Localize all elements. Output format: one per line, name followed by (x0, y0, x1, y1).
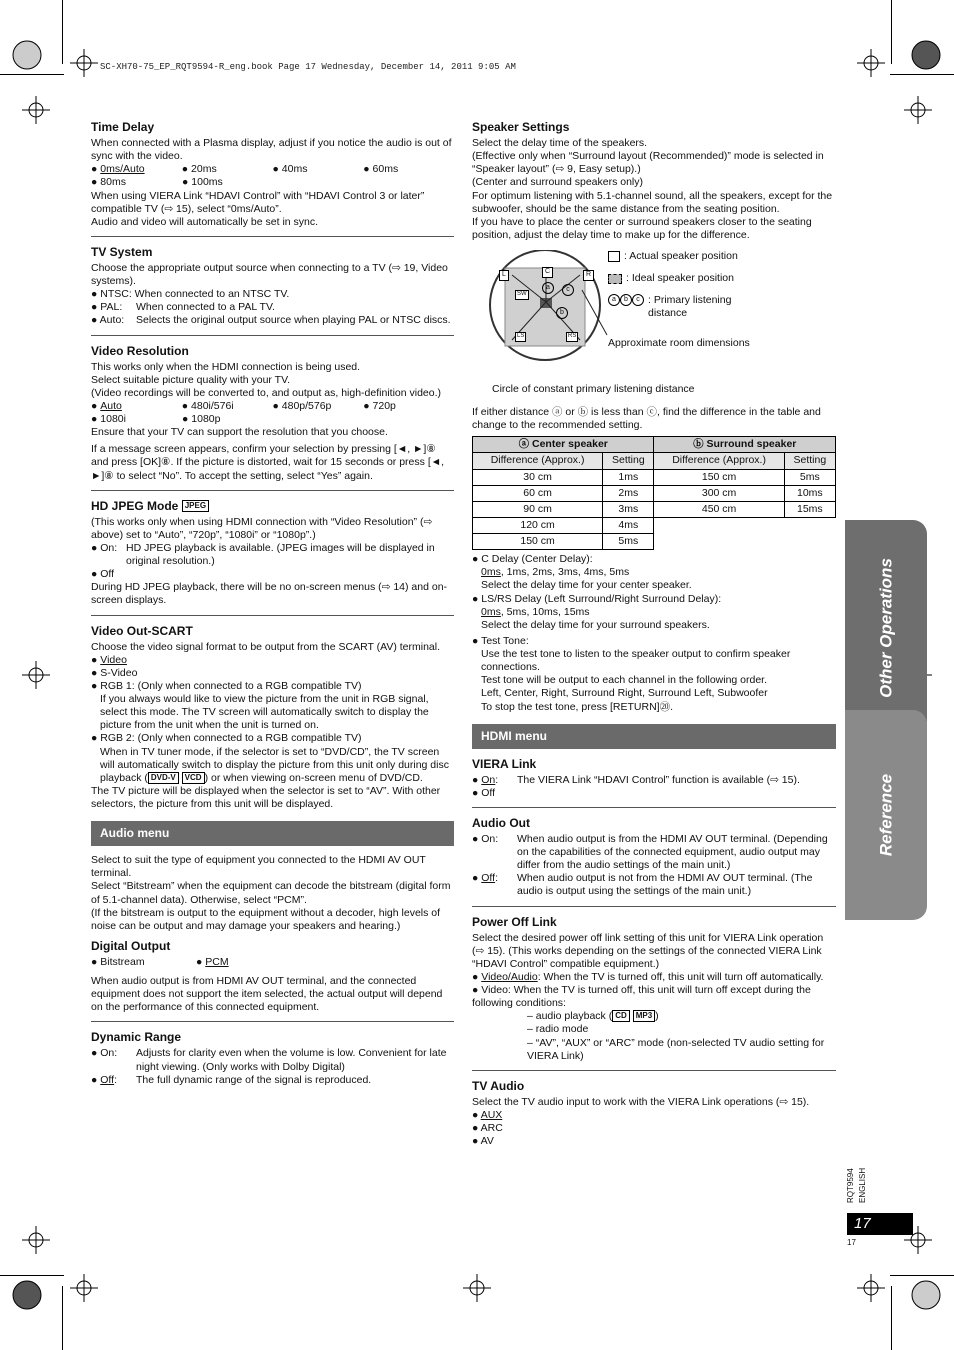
text: When connected with a Plasma display, adjust if you notice the audio is out of sync with the video. (91, 137, 452, 163)
marker-c: c (632, 294, 644, 306)
scart-section (91, 624, 454, 812)
text: During HD JPEG playback, there will be no on-screen menus (⇨ 14) and on-screen displays. (91, 581, 448, 607)
mp3-tag: MP3 (633, 1010, 655, 1022)
table-cell: 300 cm (654, 485, 784, 501)
table-cell-empty (784, 534, 835, 550)
section-title: Audio Out (472, 815, 530, 830)
option (472, 774, 836, 787)
text (472, 566, 836, 579)
column-subheader: Setting (784, 453, 835, 469)
text: If either distance ⓐ or ⓑ is less than ⓒ, find the difference in the table and change to the recommended setting. (472, 406, 821, 432)
text: If you always would like to view the picture from the unit in RGB signal, select this mode. The TV screen will automatically switch to display the picture from the unit when the unit is turned on. (100, 693, 429, 732)
table-cell-empty (654, 534, 784, 550)
divider (472, 807, 836, 808)
option-key: ● Off: (91, 1073, 117, 1086)
legend-item (608, 250, 836, 263)
section-title: VIERA Link (472, 756, 537, 771)
tab-reference[interactable] (845, 710, 927, 920)
option-key: ● On: (472, 832, 499, 845)
table-cell: 15ms (784, 501, 835, 517)
legend-text: : Ideal speaker position (626, 272, 734, 285)
option: ● 480p/576p (272, 399, 332, 412)
text: When using VIERA Link “HDAVI Control” with “HDAVI Control 3 or later” compatible TV (⇨ 15), select “0ms/Auto”. (91, 189, 425, 215)
text: Select the desired power off link setting of this unit for VIERA Link operation (⇨ 15). (This works depending on the settings of the connected VIERA Link “HDAVI Control” compatible equipment.) (472, 931, 824, 970)
section-title (91, 499, 454, 514)
table-cell: 30 cm (473, 469, 603, 485)
option-text: Adjusts for clarity even when the volume is low. Convenient for late night viewing. (Only works with Dolby Digital) (136, 1047, 447, 1073)
hdmi-menu-header: HDMI menu (472, 724, 836, 749)
text: – radio mode (527, 1023, 589, 1036)
option: ● 20ms (181, 163, 217, 176)
section-title: Time Delay (91, 120, 155, 134)
option-default: 0ms (481, 566, 501, 579)
option: ● 60ms (363, 163, 399, 176)
diagram-caption: Circle of constant primary listening distance (492, 383, 695, 395)
table-cell: 10ms (784, 485, 835, 501)
page-number: 17 (847, 1213, 913, 1235)
speaker-settings-section (472, 120, 836, 242)
table-cell: 60 cm (473, 485, 603, 501)
option: ● 1080p (182, 413, 221, 425)
column-header: ⓑ Surround speaker (654, 437, 836, 453)
text-part: When in TV tuner mode, if the selector is set to “DVD/CD”, the TV screen will automatically switch to display the picture from this unit only during disc playback ( (100, 745, 449, 784)
table-cell: 150 cm (473, 534, 603, 550)
title-text: HD JPEG Mode (91, 498, 179, 513)
text: Select “Bitstream” when the equipment can decode the bitstream (digital form of 5.1-channel data). Otherwise, select “PCM”. (91, 880, 451, 906)
section-title: Video Resolution (91, 343, 189, 358)
option-label: 100ms (191, 176, 223, 189)
time-delay-section (91, 120, 454, 229)
option-label: 40ms (281, 163, 308, 176)
text: (Video recordings will be converted to, and output as, high-definition video.) (91, 386, 442, 399)
jpeg-tag: JPEG (182, 500, 209, 512)
text: Select the delay time for your surround speakers. (481, 618, 710, 631)
option-text: When audio output is not from the HDMI AV OUT terminal. (The audio is output using the settings of the main unit.) (517, 872, 813, 898)
abc-markers (608, 294, 644, 320)
option-label: 720p (372, 399, 396, 412)
text-part: ) (655, 1010, 659, 1023)
table-cell: 5ms (603, 534, 654, 550)
dynamic-range-section (91, 1030, 454, 1086)
text: ● Test Tone: (472, 634, 529, 647)
option-default: 0ms/Auto (100, 163, 145, 176)
text: ● RGB 1: (Only when connected to a RGB compatible TV) (91, 679, 362, 692)
option-text: The full dynamic range of the signal is reproduced. (136, 1073, 372, 1086)
table-row (473, 517, 836, 533)
text: Select the TV audio input to work with the VIERA Link operations (⇨ 15). (472, 1095, 810, 1108)
tab-other-operations[interactable] (845, 520, 927, 735)
divider (91, 490, 454, 491)
text: ● C Delay (Center Delay): (472, 553, 593, 566)
hd-jpeg-section (91, 499, 454, 608)
text: (Center and surround speakers only) (472, 176, 644, 189)
divider (472, 906, 836, 907)
table-cell-empty (784, 517, 835, 533)
option-label: 480p/576p (281, 399, 332, 412)
option-label: 480i/576i (191, 399, 234, 412)
divider (91, 615, 454, 616)
option: ● 80ms (91, 176, 126, 189)
text: ● Video: When the TV is turned off, this unit will turn off except during the following conditions: (472, 984, 811, 1010)
text: ● AV (472, 1135, 494, 1148)
option-key: ● On: (472, 773, 499, 786)
divider (91, 236, 454, 237)
section-title: Digital Output (91, 938, 171, 953)
section-title: TV Audio (472, 1078, 525, 1093)
text: ● ARC (472, 1122, 503, 1134)
text: If a message screen appears, confirm your selection by pressing [◄, ►]⑧ and press [OK]⑧. If the picture is distorted, wait for 15 seconds or press [◄, ►]⑧ to select “No”. To accept the setting, select “Yes” again. (91, 443, 445, 482)
option: ● 100ms (182, 176, 223, 189)
column-subheader: Difference (Approx.) (473, 453, 603, 469)
option: ● PCM (196, 955, 229, 968)
text: Test tone will be output to each channel in the following order. (481, 674, 768, 687)
option-default: Auto (100, 399, 122, 412)
text: ● LS/RS Delay (Left Surround/Right Surround Delay): (472, 592, 722, 605)
option: ● 40ms (272, 163, 308, 176)
option: ● Auto (91, 399, 122, 412)
delay-options (472, 553, 836, 714)
speaker-label-l: L (499, 270, 509, 281)
audio-menu-section (91, 854, 454, 933)
room-dimensions-label: Approximate room dimensions (608, 336, 750, 349)
option (91, 301, 454, 314)
option-key: ● Off: (472, 872, 498, 885)
option-row (91, 413, 454, 426)
table-header-row (473, 437, 836, 453)
divider (472, 1070, 836, 1071)
table-cell-empty (654, 517, 784, 533)
text: Choose the video signal format to be output from the SCART (AV) terminal. (91, 640, 441, 653)
text (472, 606, 836, 619)
vcd-tag: VCD (182, 772, 205, 784)
option-label: 20ms (191, 163, 217, 176)
option (91, 1074, 454, 1087)
text: For optimum listening with 5.1-channel sound, all the speakers, except for the subwoofer, should be the same distance from the seating position. (472, 189, 833, 215)
audio-out-section (472, 816, 836, 899)
option-key: ● On: (91, 1047, 118, 1060)
text: Ensure that your TV can support the resolution that you choose. (91, 426, 388, 439)
file-header: SC-XH70-75_EP_RQT9594-R_eng.book Page 17 Wednesday, December 14, 2011 9:05 AM (100, 62, 516, 72)
table-row (473, 485, 836, 501)
distance-a-marker: a (542, 282, 554, 294)
option-text: When connected to a PAL TV. (136, 301, 275, 314)
section-title: TV System (91, 244, 153, 259)
option (91, 542, 454, 568)
right-column (472, 120, 836, 1154)
text-part: , 1ms, 2ms, 3ms, 4ms, 5ms (500, 566, 630, 579)
tab-label: Other Operations (876, 557, 896, 698)
option: ● 1080i (91, 413, 126, 425)
section-title: Video Out-SCART (91, 623, 193, 638)
marker-a: a (608, 294, 620, 306)
section-title: Dynamic Range (91, 1030, 182, 1045)
option: ● 0ms/Auto (91, 163, 145, 176)
document-code: RQT9594 (846, 1168, 855, 1203)
table-row (473, 501, 836, 517)
table-cell: 120 cm (473, 517, 603, 533)
option-text: Selects the original output source when playing PAL or NTSC discs. (136, 314, 451, 327)
text: Select the delay time for your center speaker. (481, 579, 692, 592)
table-cell: 150 cm (654, 469, 784, 485)
text (472, 1010, 836, 1023)
option-key: ● Auto: (91, 314, 125, 327)
table-cell: 5ms (784, 469, 835, 485)
option-text: The VIERA Link “HDAVI Control” function is available (⇨ 15). (517, 773, 800, 786)
option-row (91, 176, 454, 189)
text: Audio and video will automatically be set in sync. (91, 215, 319, 228)
text: ● Video/Audio: When the TV is turned off, this unit will turn off automatically. (472, 970, 824, 983)
audio-menu-header: Audio menu (91, 821, 454, 846)
text: Select the delay time of the speakers. (472, 137, 648, 149)
text-part: , 5ms, 10ms, 15ms (500, 605, 590, 618)
option-text: HD JPEG playback is available. (JPEG images will be displayed in original resolution.) (126, 541, 435, 567)
tv-system-section (91, 245, 454, 328)
option-default: 0ms (481, 605, 501, 618)
cd-tag: CD (612, 1010, 630, 1022)
table-cell: 450 cm (654, 501, 784, 517)
dvd-v-tag: DVD-V (148, 772, 179, 784)
option-label: 1080i (100, 413, 126, 425)
diagram-legend (608, 250, 836, 350)
actual-speaker-icon (608, 251, 620, 262)
digital-output-section (91, 939, 454, 1015)
option: ● AUX (472, 1108, 503, 1121)
option-default: On (481, 773, 496, 786)
text: – “AV”, “AUX” or “ARC” mode (non-selected TV audio setting for VIERA Link) (527, 1036, 825, 1062)
viera-link-section (472, 757, 836, 800)
option-default: Video/Audio (481, 970, 538, 983)
text: ● RGB 2: (Only when connected to a RGB compatible TV) (91, 732, 362, 745)
option-label: 1080p (191, 413, 221, 425)
video-resolution-section (91, 344, 454, 483)
option: ● Video (91, 653, 127, 666)
option-text: When audio output is from the HDMI AV OUT terminal. (Depending on the capabilities of the connected equipment, audio output may differ from the audio settings of the main unit.) (517, 832, 828, 872)
legend-item (608, 294, 836, 320)
speaker-label-c: C (542, 267, 553, 278)
text: (This works only when using HDMI connection with “Video Resolution” (⇨ above) set to “Auto”, “720p”, “1080i” or “1080p”.) (91, 515, 433, 541)
option-label: 60ms (372, 163, 399, 176)
marker-b: b (620, 294, 632, 306)
option (472, 833, 836, 872)
tab-label: Reference (876, 773, 896, 857)
table-subheader-row (473, 453, 836, 469)
option-label: 80ms (100, 176, 126, 189)
table-cell: 1ms (603, 469, 654, 485)
text: To stop the test tone, press [RETURN]⑳. (481, 700, 673, 713)
column-subheader: Setting (603, 453, 654, 469)
speaker-label-rs: RS (566, 332, 578, 342)
table-cell: 4ms (603, 517, 654, 533)
text: Select to suit the type of equipment you connected to the HDMI AV OUT terminal. (91, 854, 426, 880)
text: When audio output is from HDMI AV OUT terminal, and the connected equipment does not support the item selected, the actual output will depend on the performance of this connected equipment. (91, 975, 443, 1014)
left-column (91, 120, 454, 1093)
text: If you have to place the center or surround speakers closer to the seating position, adjust the delay time to make up for the difference. (472, 215, 812, 241)
option-label: ● Bitstream (91, 955, 145, 968)
option-row (91, 163, 454, 176)
option-default: Off (481, 872, 496, 885)
option (472, 872, 836, 898)
table-cell: 90 cm (473, 501, 603, 517)
speaker-label-r: R (583, 270, 594, 281)
text: ● S-Video (91, 666, 138, 679)
option (91, 314, 454, 327)
speaker-label-ls: LS (515, 332, 526, 342)
table-cell: 3ms (603, 501, 654, 517)
text (91, 746, 454, 785)
text-part: ) or when viewing on-screen menu of DVD/CD. (204, 771, 423, 784)
distance-b-marker: b (556, 307, 568, 319)
page-number-small: 17 (847, 1238, 856, 1247)
text: ● Off (472, 786, 496, 799)
text-part: – audio playback ( (527, 1010, 613, 1023)
legend-text: : Actual speaker position (624, 250, 738, 262)
table-cell: 2ms (603, 485, 654, 501)
option: ● 720p (363, 399, 396, 412)
table-row (473, 469, 836, 485)
speaker-diagram (472, 250, 836, 400)
option-default: Video (100, 653, 127, 666)
option-row (91, 400, 454, 413)
divider (91, 335, 454, 336)
option-row (91, 956, 454, 969)
distance-c-marker: c (562, 284, 574, 296)
text: Choose the appropriate output source when connecting to a TV (⇨ 19, Video systems). (91, 261, 448, 287)
section-title: Speaker Settings (472, 120, 570, 134)
text: Use the test tone to listen to the speaker output to confirm speaker connections. (481, 648, 791, 674)
option: ● 480i/576i (181, 399, 234, 412)
text: ● NTSC: When connected to an NTSC TV. (91, 288, 290, 301)
text: Select suitable picture quality with your TV. (91, 373, 291, 386)
text: Left, Center, Right, Surround Right, Surround Left, Subwoofer (481, 687, 768, 700)
speaker-delay-table (472, 436, 836, 550)
option-key: ● PAL: (91, 301, 123, 314)
speaker-label-sw: SW (515, 290, 529, 300)
legend-item (608, 272, 836, 285)
divider (91, 1021, 454, 1022)
tv-audio-section (472, 1079, 836, 1149)
column-header: ⓐ Center speaker (473, 437, 654, 453)
text: ● Off (91, 568, 115, 581)
option-default: PCM (205, 955, 229, 968)
text: (If the bitstream is output to the equipment without a decoder, high levels of noise can be output and may damage your speakers and hearing.) (91, 906, 441, 932)
text-part: : When the TV is turned off, this unit will turn off automatically. (537, 970, 824, 983)
option-default: Off (100, 1073, 115, 1086)
option-default: AUX (480, 1108, 503, 1121)
language-label: ENGLISH (858, 1167, 867, 1203)
text: (Effective only when “Surround layout (Recommended)” mode is selected in “Speaker layout” (⇨ 9, Easy setup).) (472, 150, 824, 176)
ideal-speaker-icon (608, 274, 622, 284)
column-subheader: Difference (Approx.) (654, 453, 784, 469)
power-off-link-section (472, 915, 836, 1063)
section-title: Power Off Link (472, 914, 557, 929)
option-key: ● On: (91, 541, 118, 554)
option (91, 1047, 454, 1073)
text: The TV picture will be displayed when the selector is set to “AV”. With other selectors, the picture from this unit will be displayed. (91, 784, 441, 810)
text: This works only when the HDMI connection is being used. (91, 360, 361, 373)
table-row (473, 534, 836, 550)
legend-text: : Primary listening distance (648, 294, 732, 320)
